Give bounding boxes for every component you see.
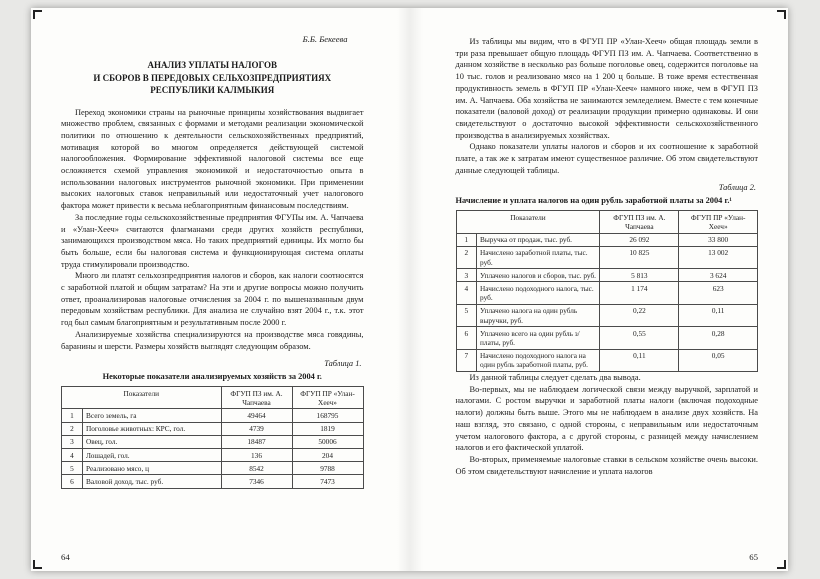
table-row: 6 Уплачено всего на один рубль з/платы, руб. 0,55 0,28 (456, 327, 758, 349)
table-row: 4 Лошадей, гол. 136 204 (62, 449, 364, 462)
article-title (61, 59, 364, 97)
paragraph: Во-вторых, применяемые налоговые ставки в сельском хозяйстве очень высоки. Об этом свидетельствуют начисление и уплата налогов (455, 455, 758, 476)
paragraph: Во-первых, мы не наблюдаем логической связи между выручкой, зарплатой и налогами. С ростом выручки и заработной платы налоги (включая подоходные налоги) должны быть выше. Этого мы не наблюдаем в анализе двух хозяйств. На наш взгляд, это связано, с одной стороны, с неправильным или недостаточным учетом налогового фактора, а с другой стороны, с разницей между начислением налогов и его фактической уплатой. (455, 384, 758, 453)
table-row: 5 Реализовано мясо, ц 8542 9788 (62, 462, 364, 475)
paragraph: Из таблицы мы видим, что в ФГУП ПР «Улан-Хееч» общая площадь земли в три раза превышает общую площадь ФГУП ПЗ им. А. Чапчаева. Соответственно в данном хозяйстве в несколько раз больше поголовье овец, содержится поголовье на 10 тыс. голов и реализовано мясо на 1 200 ц больше. В тоже время естественная продуктивность земель в ФГУП ПР «Улан-Хееч» намного ниже, чем в ФГУП ПЗ им. А. Чапчаева. Оба хозяйства не занимаются земледелием. Вместе с тем конечные показатели (валовой доход) от реализации продукции примерно одинаковы. И они свидетельствуют о достаточно высокой эффективности сельскохозяйственного производства в анализируемых хозяйствах. (455, 37, 758, 140)
article-title-line-3: РЕСПУБЛИКИ КАЛМЫКИЯ (150, 85, 275, 95)
table1 (61, 386, 364, 489)
table-row: 5 Уплачено налога на один рубль выручки, руб. 0,22 0,11 (456, 304, 758, 326)
paragraph: Анализируемые хозяйства специализируются на производстве мяса говядины, баранины и шерсти. Размеры хозяйств выглядят следующим образом. (61, 329, 364, 351)
table2-header-ulan-heech: ФГУП ПР «Улан-Хееч» (679, 211, 758, 233)
paragraph: Из данной таблицы следует сделать два вывода. (469, 373, 641, 383)
paragraph: Много ли платят сельхозпредприятия налогов и сборов, как налоги соотносятся с заработной платой и общим затратам? На эти и другие вопросы можно получить ответ, проанализировав налоговые отчисления за 2004 г. по вышеназванным двум передовым хозяйствам республики. Для анализа не случайно взят 2004 г., т.к. этот год был самым благоприятным и результативным после 2000 г. (61, 271, 364, 328)
table1-caption: Таблица 1. (324, 359, 362, 369)
table1-header-indicators: Показатели (62, 387, 222, 409)
table1-title: Некоторые показатели анализируемых хозяйств за 2004 г. (102, 372, 322, 382)
author-name: Б.Б. Бекеева (302, 34, 348, 44)
page-number-left: 64 (61, 552, 70, 562)
table-row: 1 Выручка от продаж, тыс. руб. 26 092 33 800 (456, 233, 758, 246)
table1-header-chapchaev: ФГУП ПЗ им. А. Чапчаева (221, 387, 292, 409)
paragraph: За последние годы сельскохозяйственные предприятия ФГУПы им. А. Чапчаева и «Улан-Хееч» считаются флагманами среди других хозяйств республики, занимающихся производством мяса. Но таких предприятий единицы. Их могло бы быть больше, если бы налоговая система и функционирующая система оплаты труда стимулировали производство. (61, 212, 364, 269)
table-row: 3 Овец, гол. 18487 50006 (62, 435, 364, 448)
table-row: 4 Начислено подоходного налога, тыс. руб. 1 174 623 (456, 282, 758, 304)
table-row: 1 Всего земель, га 49464 168795 (62, 409, 364, 422)
page-left (31, 8, 410, 571)
page-right (410, 8, 789, 571)
table2-header-indicators: Показатели (456, 211, 600, 233)
table-row: 3 Уплачено налогов и сборов, тыс. руб. 5 813 3 624 (456, 269, 758, 282)
paragraph: Переход экономики страны на рыночные принципы хозяйствования выдвигает множество проблем, связанных с формами и методами реализации экономической политики по отношению к деятельности сельскохозяйственных предприятий, мотивация которой во многом определяется действующей системой налогообложения. Формирование эффективной налоговой системы все еще осложняется схемой управления экономикой и недостаточностью опыта в использовании налоговых инструментов рыночной экономики. При применении высоких налоговых ставок неправильный или недостаточный учет налогового фактора может привести к весьма неблагоприятным финансовым последствиям. (61, 107, 364, 211)
table2-title: Начисление и уплата налогов на один рубль заработной платы за 2004 г.¹ (455, 196, 732, 206)
table-row: 6 Валовой доход, тыс. руб. 7346 7473 (62, 475, 364, 488)
paragraph: Однако показатели уплаты налогов и сборов и их соотношение к заработной плате, а так же к затратам имеют существенное различие. Об этом свидетельствуют данные следующей таблицы. (455, 142, 758, 175)
article-title-line-1: АНАЛИЗ УПЛАТЫ НАЛОГОВ (147, 60, 278, 70)
page-number-right: 65 (749, 552, 758, 562)
table2-caption: Таблица 2. (718, 183, 756, 193)
article-title-line-2: И СБОРОВ В ПЕРЕДОВЫХ СЕЛЬХОЗПРЕДПРИЯТИЯХ (93, 72, 332, 83)
table1-header-row (62, 387, 364, 409)
table-row: 2 Начислено заработной платы, тыс. руб. 10 825 13 002 (456, 246, 758, 268)
table2 (456, 210, 759, 372)
table2-header-chapchaev: ФГУП ПЗ им. А. Чапчаева (600, 211, 679, 233)
table1-header-ulan-heech: ФГУП ПР «Улан-Хееч» (292, 387, 363, 409)
table-row: 7 Начислено подоходного налога на один рубль заработной платы, руб. 0,11 0,05 (456, 349, 758, 371)
table2-header-row (456, 211, 758, 233)
table-row: 2 Поголовье животных: КРС, гол. 4739 1819 (62, 422, 364, 435)
book-spread (31, 8, 788, 571)
